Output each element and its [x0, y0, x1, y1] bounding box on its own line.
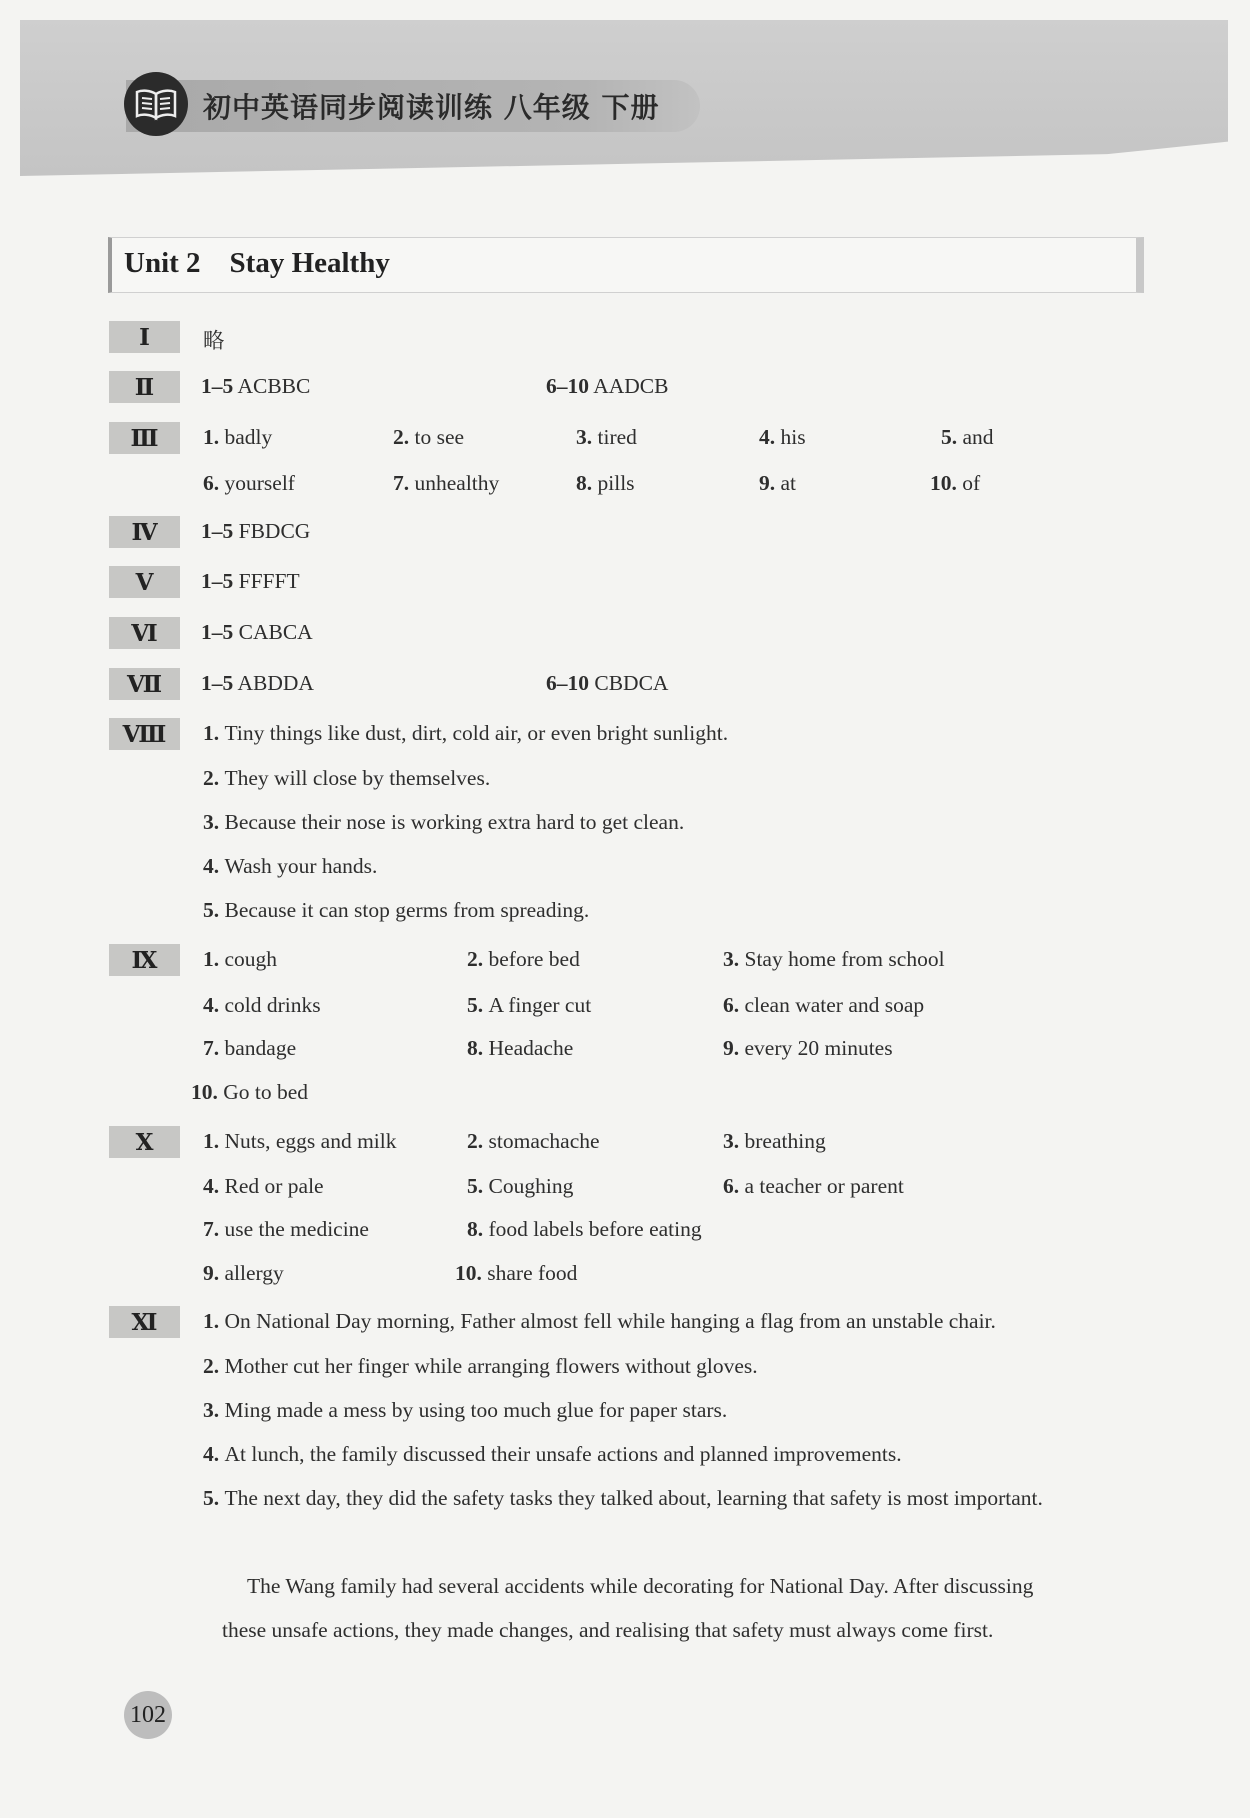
list-item: 9. allergy	[203, 1261, 284, 1285]
summary-line-1: The Wang family had several accidents while decorating for National Day. After discussing	[247, 1574, 1034, 1598]
summary-line-2: these unsafe actions, they made changes, and realising that safety must always come first.	[222, 1618, 994, 1642]
list-item: 3. tired	[576, 425, 637, 449]
list-item: 1. Nuts, eggs and milk	[203, 1129, 397, 1153]
section-label-9: Ⅸ	[109, 944, 180, 976]
list-item: 5. Because it can stop germs from spreading.	[203, 898, 590, 922]
list-item: 6. yourself	[203, 471, 295, 495]
list-item: 3. Stay home from school	[723, 947, 945, 971]
unit-title: Unit 2 Stay Healthy	[124, 247, 390, 279]
list-item: 7. bandage	[203, 1036, 297, 1060]
section-1-text: 略	[203, 329, 225, 353]
list-item: 2. before bed	[467, 947, 580, 971]
list-item: 8. food labels before eating	[467, 1217, 702, 1241]
section-6-answer: 1–5 CABCA	[201, 620, 313, 644]
section-5-answer: 1–5 FFFFT	[201, 569, 300, 593]
list-item: 3. Because their nose is working extra hard to get clean.	[203, 810, 685, 834]
list-item: 5. A finger cut	[467, 993, 592, 1017]
list-item: 7. unhealthy	[393, 471, 500, 495]
section-label-6: Ⅵ	[109, 617, 180, 649]
list-item: 2. to see	[393, 425, 465, 449]
list-item: 6. a teacher or parent	[723, 1174, 904, 1198]
list-item: 7. use the medicine	[203, 1217, 369, 1241]
list-item: 4. his	[759, 425, 806, 449]
list-item: 5. and	[941, 425, 994, 449]
list-item: 2. Mother cut her finger while arranging flowers without gloves.	[203, 1354, 758, 1378]
list-item: 1. Tiny things like dust, dirt, cold air, or even bright sunlight.	[203, 721, 729, 745]
list-item: 4. Red or pale	[203, 1174, 324, 1198]
list-item: 3. Ming made a mess by using too much glue for paper stars.	[203, 1398, 728, 1422]
list-item: 10. share food	[455, 1261, 578, 1285]
section-label-4: Ⅳ	[109, 516, 180, 548]
list-item: 2. stomachache	[467, 1129, 600, 1153]
section-2-answer-a: 1–5 ACBBC	[201, 374, 311, 398]
list-item: 5. Coughing	[467, 1174, 574, 1198]
list-item: 9. at	[759, 471, 797, 495]
list-item: 1. On National Day morning, Father almost fell while hanging a flag from an unstable chair.	[203, 1309, 996, 1333]
list-item: 6. clean water and soap	[723, 993, 925, 1017]
open-book-icon	[124, 72, 188, 136]
list-item: 8. Headache	[467, 1036, 574, 1060]
list-item: 10. of	[930, 471, 981, 495]
section-label-2: Ⅱ	[109, 371, 180, 403]
section-label-7: Ⅶ	[109, 668, 180, 700]
list-item: 1. cough	[203, 947, 278, 971]
section-label-11: Ⅺ	[109, 1306, 180, 1338]
list-item: 8. pills	[576, 471, 635, 495]
section-label-10: Ⅹ	[109, 1126, 180, 1158]
list-item: 9. every 20 minutes	[723, 1036, 893, 1060]
list-item: 1. badly	[203, 425, 273, 449]
list-item: 5. The next day, they did the safety tasks they talked about, learning that safety is most important.	[203, 1486, 1043, 1510]
section-7-answer-b: 6–10 CBDCA	[546, 671, 669, 695]
section-label-3: Ⅲ	[109, 422, 180, 454]
list-item: 10. Go to bed	[191, 1080, 309, 1104]
section-label-1: Ⅰ	[109, 321, 180, 353]
list-item: 4. At lunch, the family discussed their unsafe actions and planned improvements.	[203, 1442, 902, 1466]
section-7-answer-a: 1–5 ABDDA	[201, 671, 314, 695]
section-4-answer: 1–5 FBDCG	[201, 519, 311, 543]
list-item: 2. They will close by themselves.	[203, 766, 491, 790]
book-title: 初中英语同步阅读训练 八年级 下册	[203, 91, 660, 124]
list-item: 3. breathing	[723, 1129, 826, 1153]
list-item: 4. cold drinks	[203, 993, 321, 1017]
section-label-5: Ⅴ	[109, 566, 180, 598]
section-label-8: Ⅷ	[109, 718, 180, 750]
list-item: 4. Wash your hands.	[203, 854, 378, 878]
section-2-answer-b: 6–10 AADCB	[546, 374, 669, 398]
page-number: 102	[124, 1691, 172, 1739]
